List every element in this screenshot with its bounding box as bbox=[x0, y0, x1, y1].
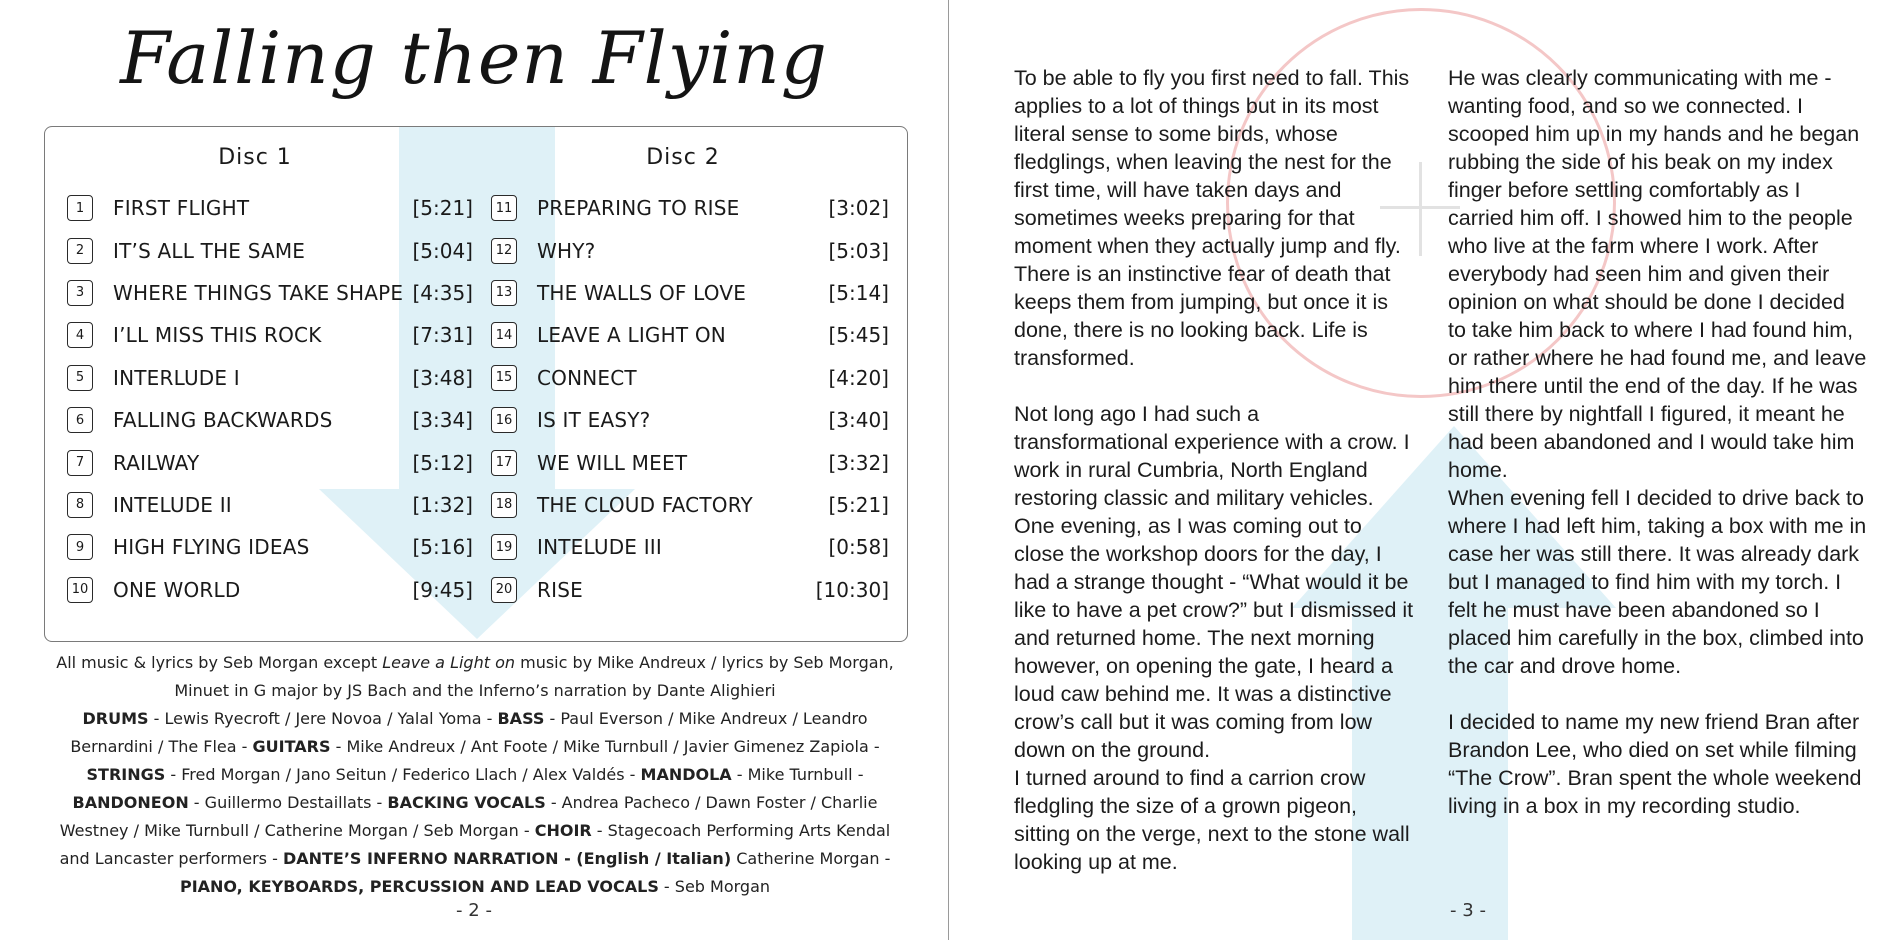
track-row bbox=[67, 272, 473, 314]
track-title: WE WILL MEET bbox=[537, 450, 688, 475]
track-title: IS IT EASY? bbox=[537, 408, 651, 433]
album-title: Falling then Flying bbox=[120, 16, 828, 100]
track-duration: [3:40] bbox=[828, 408, 889, 433]
track-number-box: 6 bbox=[67, 407, 93, 433]
track-number-box: 7 bbox=[67, 450, 93, 476]
track-number-box: 10 bbox=[67, 577, 93, 603]
track-title: ONE WORLD bbox=[113, 577, 241, 602]
track-row bbox=[67, 441, 473, 483]
story-paragraph: Not long ago I had such a transformational experience with a crow. I work in rural Cumbria, North England restoring classic and military vehicles. One evening, as I was coming out to close the workshop doors for the day, I had a strange thought - “What would it be like to have a pet crow?” but I dismissed it and returned home. The next morning however, on opening the gate, I heard a loud caw behind me. It was a distinctive crow’s call but it was coming from low down on the ground. bbox=[1014, 402, 1414, 762]
track-duration: [5:03] bbox=[828, 238, 889, 263]
track-title: IT’S ALL THE SAME bbox=[113, 238, 306, 263]
story-paragraph: When evening fell I decided to drive back to where I had left him, taking a box with me in case her was still there. It was already dark but I managed to find him with my torch. I felt he must have been abandoned so I placed him carefully in the box, climbed into the car and drove home. bbox=[1448, 486, 1867, 678]
track-duration: [5:21] bbox=[828, 492, 889, 517]
credit-role: BACKING VOCALS bbox=[387, 793, 546, 812]
track-number-box: 12 bbox=[491, 238, 517, 264]
track-row bbox=[491, 187, 889, 229]
credit-role: DANTE’S INFERNO NARRATION - (English / Italian) bbox=[282, 849, 732, 868]
track-title: FALLING BACKWARDS bbox=[113, 408, 333, 433]
track-duration: [3:48] bbox=[412, 365, 473, 390]
track-duration: [3:02] bbox=[828, 196, 889, 221]
track-title: PREPARING TO RISE bbox=[537, 196, 740, 221]
track-title: RAILWAY bbox=[113, 450, 200, 475]
track-title: INTERLUDE I bbox=[113, 365, 240, 390]
credits-performers bbox=[46, 705, 904, 901]
credit-names: - Mike Andreux / Ant Foote / Mike Turnbull / Javier Gimenez Zapiola - bbox=[330, 737, 880, 756]
credit-names: - Mike Turnbull - bbox=[731, 765, 864, 784]
track-row bbox=[67, 399, 473, 441]
track-duration: [7:31] bbox=[412, 323, 473, 348]
page-number: - 2 - bbox=[456, 900, 492, 921]
credits-intro bbox=[46, 649, 904, 705]
track-duration: [3:32] bbox=[828, 450, 889, 475]
credit-names: - Stagecoach Performing Arts Kendal and Lancaster performers - bbox=[59, 821, 891, 868]
story-column-2 bbox=[1448, 64, 1868, 820]
track-duration: [5:45] bbox=[828, 323, 889, 348]
track-row bbox=[67, 526, 473, 568]
track-title: WHY? bbox=[537, 238, 596, 263]
track-duration: [5:14] bbox=[828, 280, 889, 305]
track-duration: [4:35] bbox=[412, 280, 473, 305]
credit-names: - Seb Morgan bbox=[658, 877, 771, 896]
track-title: FIRST FLIGHT bbox=[113, 196, 250, 221]
disc2-track-list bbox=[491, 187, 889, 611]
track-row bbox=[67, 484, 473, 526]
track-row bbox=[491, 441, 889, 483]
track-number-box: 13 bbox=[491, 280, 517, 306]
track-row bbox=[491, 569, 889, 611]
credit-names: - Lewis Ryecroft / Jere Novoa / Yalal Yoma - bbox=[148, 709, 498, 728]
track-number-box: 11 bbox=[491, 195, 517, 221]
track-number-box: 9 bbox=[67, 534, 93, 560]
credit-role: GUITARS bbox=[252, 737, 331, 756]
track-row bbox=[491, 272, 889, 314]
track-number-box: 15 bbox=[491, 365, 517, 391]
credit-role: DRUMS bbox=[82, 709, 149, 728]
track-row bbox=[491, 526, 889, 568]
story-paragraph: He was clearly communicating with me -wanting food, and so we connected. I scooped him up in my hands and he began rubbing the side of his beak on my index finger before settling comfortably as I carried him off. I showed him to the people who live at the farm where I work. After everybody had seen him and given their opinion on what should be done I decided to take him back to where I had found him, or rather where he had found me, and leave him there until the end of the day. If he was still there by nightfall I figured, it meant he had been abandoned and I would take him home. bbox=[1448, 66, 1867, 482]
track-number-box: 14 bbox=[491, 322, 517, 348]
track-number-box: 16 bbox=[491, 407, 517, 433]
track-number-box: 8 bbox=[67, 492, 93, 518]
track-title: CONNECT bbox=[537, 365, 637, 390]
track-row bbox=[491, 399, 889, 441]
track-number-box: 5 bbox=[67, 365, 93, 391]
credits-intro-text-2: music by Mike Andreux / lyrics by Seb Morgan, bbox=[515, 653, 894, 672]
tracklist-panel bbox=[44, 126, 908, 642]
page-divider bbox=[948, 0, 949, 940]
track-title: LEAVE A LIGHT ON bbox=[537, 323, 726, 348]
credit-role: CHOIR bbox=[534, 821, 592, 840]
track-row bbox=[491, 357, 889, 399]
track-title: INTELUDE III bbox=[537, 535, 662, 560]
track-row bbox=[67, 229, 473, 271]
track-number-box: 2 bbox=[67, 238, 93, 264]
story-paragraph: I decided to name my new friend Bran after Brandon Lee, who died on set while filming “The Crow”. Bran spent the whole weekend living in a box in my recording studio. bbox=[1448, 710, 1862, 818]
credit-names: - Fred Morgan / Jano Seitun / Federico Llach / Alex Valdés - bbox=[165, 765, 641, 784]
track-duration: [5:16] bbox=[412, 535, 473, 560]
track-row bbox=[67, 314, 473, 356]
disc1-track-list bbox=[67, 187, 473, 611]
track-title: THE WALLS OF LOVE bbox=[537, 280, 747, 305]
credit-role: STRINGS bbox=[86, 765, 166, 784]
credit-names: - Paul Everson / Mike Andreux / Leandro Bernardini / The Flea - bbox=[70, 709, 868, 756]
story-column-1 bbox=[1014, 64, 1414, 876]
credit-names: Catherine Morgan - bbox=[731, 849, 891, 868]
page-number: - 3 - bbox=[1450, 900, 1486, 921]
disc2-heading: Disc 2 bbox=[646, 145, 720, 170]
track-row bbox=[491, 229, 889, 271]
track-duration: [4:20] bbox=[828, 365, 889, 390]
right-page bbox=[950, 0, 1896, 940]
track-row bbox=[491, 484, 889, 526]
track-duration: [10:30] bbox=[815, 577, 889, 602]
track-row bbox=[67, 187, 473, 229]
track-number-box: 18 bbox=[491, 492, 517, 518]
credit-names: - Andrea Pacheco / Dawn Foster / Charlie Westney / Mike Turnbull / Catherine Morgan / Seb Morgan - bbox=[59, 793, 878, 840]
track-number-box: 20 bbox=[491, 577, 517, 603]
track-title: WHERE THINGS TAKE SHAPE bbox=[113, 280, 404, 305]
track-duration: [5:04] bbox=[412, 238, 473, 263]
credits-intro-text: All music & lyrics by Seb Morgan except bbox=[56, 653, 383, 672]
track-duration: [1:32] bbox=[412, 492, 473, 517]
track-number-box: 1 bbox=[67, 195, 93, 221]
story-paragraph: To be able to fly you first need to fall. This applies to a lot of things but in its most literal sense to some birds, whose fledglings, when leaving the nest for the first time, will have taken days and sometimes weeks preparing for that moment when they actually jump and fly. There is an instinctive fear of death that keeps them from jumping, but once it is done, there is no looking back. Life is transformed. bbox=[1014, 66, 1410, 370]
disc1-heading: Disc 1 bbox=[218, 145, 292, 170]
track-duration: [0:58] bbox=[828, 535, 889, 560]
crosshair-graphic bbox=[1419, 162, 1422, 256]
track-title: I’LL MISS THIS ROCK bbox=[113, 323, 322, 348]
credit-names: - Guillermo Destaillats - bbox=[188, 793, 388, 812]
track-row bbox=[67, 357, 473, 399]
track-duration: [3:34] bbox=[412, 408, 473, 433]
track-duration: [5:12] bbox=[412, 450, 473, 475]
track-title: THE CLOUD FACTORY bbox=[537, 492, 753, 517]
credits-block bbox=[46, 649, 904, 901]
track-duration: [5:21] bbox=[412, 196, 473, 221]
track-number-box: 3 bbox=[67, 280, 93, 306]
track-number-box: 19 bbox=[491, 534, 517, 560]
credit-role: BASS bbox=[497, 709, 545, 728]
track-title: HIGH FLYING IDEAS bbox=[113, 535, 310, 560]
track-duration: [9:45] bbox=[412, 577, 473, 602]
story-paragraph: I turned around to find a carrion crow fledgling the size of a grown pigeon, sitting on the verge, next to the stone wall looking up at me. bbox=[1014, 766, 1410, 874]
track-title: RISE bbox=[537, 577, 583, 602]
credits-intro-song: Leave a Light on bbox=[382, 653, 516, 672]
credit-role: PIANO, KEYBOARDS, PERCUSSION AND LEAD VOCALS bbox=[179, 877, 659, 896]
track-number-box: 4 bbox=[67, 322, 93, 348]
track-title: INTELUDE II bbox=[113, 492, 232, 517]
credit-role: MANDOLA bbox=[640, 765, 732, 784]
track-row bbox=[67, 569, 473, 611]
track-row bbox=[491, 314, 889, 356]
track-number-box: 17 bbox=[491, 450, 517, 476]
credit-role: BANDONEON bbox=[72, 793, 189, 812]
credits-intro-line2: Minuet in G major by JS Bach and the Inferno’s narration by Dante Alighieri bbox=[174, 681, 776, 700]
